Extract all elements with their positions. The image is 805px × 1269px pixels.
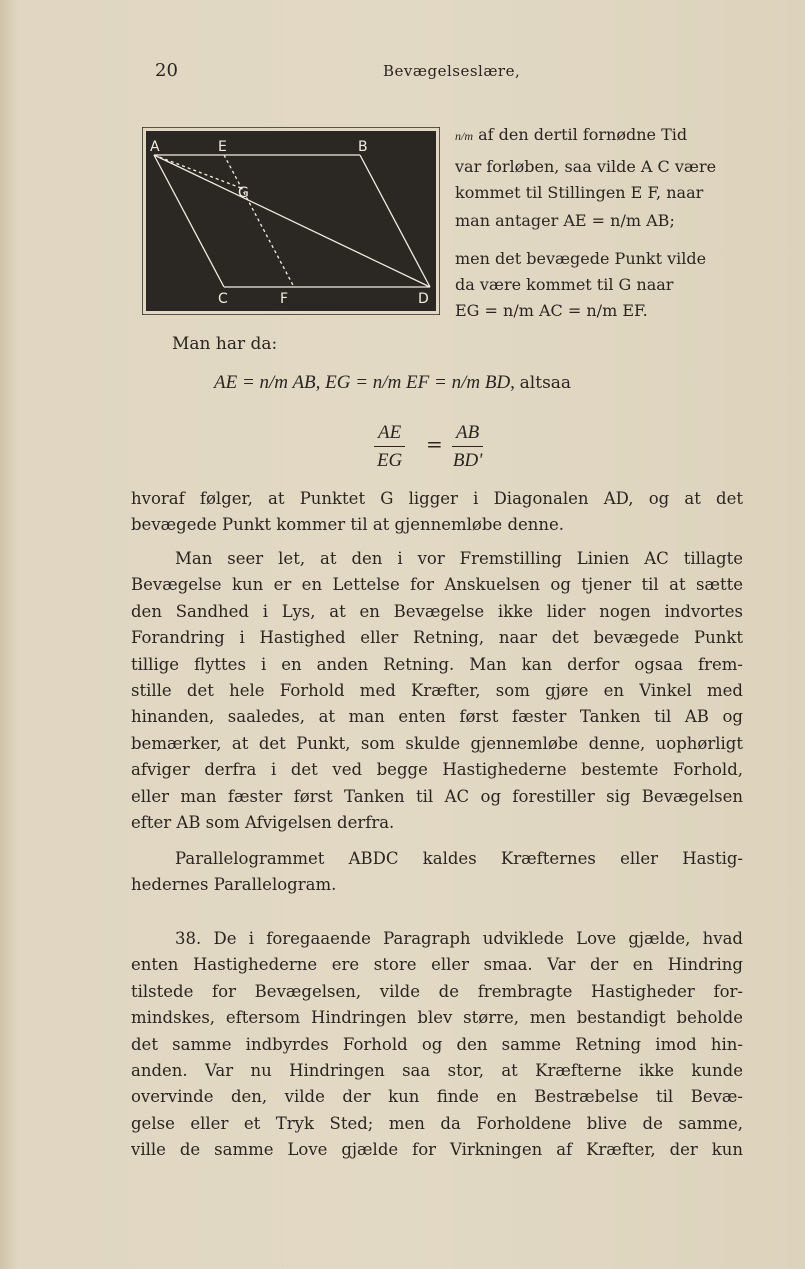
parallelogram-figure — [142, 127, 440, 315]
side-text-line-5: men det bevægede Punkt vilde — [455, 249, 707, 268]
paragraph-4 — [131, 926, 743, 1164]
fraction-ae-eg — [374, 422, 405, 472]
text-line: bevægede Punkt kommer til at gjennemløbe denne. — [131, 515, 565, 535]
page-number: 20 — [155, 60, 178, 81]
text-line: tilstede for Bevægelsen, vilde de frembragte Hastigheder for- — [131, 981, 743, 1001]
text-line: afviger derfra i det ved begge Hastighederne bestemte Forhold, — [131, 760, 743, 780]
paragraph-2 — [131, 546, 743, 836]
side-text-line-1: n/m af den dertil fornødne Tid — [455, 125, 688, 144]
label-g: G — [238, 185, 249, 201]
text-line: det samme indbyrdes Forhold og den samme Retning imod hin- — [131, 1034, 743, 1054]
label-a: A — [150, 139, 160, 155]
equation-line — [214, 372, 571, 394]
text-line: Parallelogrammet ABDC kaldes Kræfternes eller Hastig- — [175, 849, 743, 868]
paragraph-3 — [131, 846, 743, 899]
label-f: F — [280, 291, 289, 307]
text-line: bemærker, at det Punkt, som skulde gjennemløbe denne, uophørligt — [131, 733, 743, 753]
denominator-bd: BD' — [452, 450, 483, 471]
label-b: B — [358, 139, 368, 155]
text-line: enten Hastighederne ere store eller smaa. Var der en Hindring — [131, 955, 743, 975]
numerator-ae: AE — [374, 422, 405, 447]
man-har-da: Man har da: — [172, 334, 278, 354]
text-line: stille det hele Forhold med Kræfter, som gjøre en Vinkel med — [131, 680, 743, 700]
text-line: efter AB som Afvigelsen derfra. — [131, 812, 395, 832]
text-line: Bevægelse kun er en Lettelse for Anskuelsen og tjener til at sætte — [131, 575, 743, 595]
text-line: overvinde den, vilde der kun finde en Bestræbelse til Bevæ- — [131, 1087, 743, 1107]
side-text-line-2: var forløben, saa vilde A C være — [455, 157, 717, 176]
denominator-eg: EG — [376, 450, 403, 471]
label-e: E — [218, 139, 227, 155]
text-line: hvoraf følger, at Punktet G ligger i Diagonalen AD, og at det — [131, 489, 743, 508]
equation-tail: altsaa — [519, 373, 572, 393]
fraction-ab-bd — [452, 422, 483, 472]
side-text-line-6: da være kommet til G naar — [455, 275, 674, 294]
equation-main: AE = n/m AB, EG = n/m EF = n/m BD, — [214, 372, 515, 393]
text-line: Forandring i Hastighed eller Retning, naar det bevægede Punkt — [131, 628, 743, 648]
numerator-ab: AB — [452, 422, 483, 447]
text-line: anden. Var nu Hindringen saa stor, at Kræfterne ikke kunde — [131, 1060, 743, 1080]
side-text-line-7: EG = n/m AC = n/m EF. — [455, 301, 648, 320]
text-line: tillige flyttes i en anden Retning. Man kan derfor ogsaa frem- — [131, 654, 743, 674]
text-line: den Sandhed i Lys, at en Bevægelse ikke lider nogen indvortes — [131, 601, 743, 621]
running-title: Bevægelseslære, — [383, 62, 521, 80]
equals-sign: = — [426, 432, 443, 456]
side-text-line-3: kommet til Stillingen E F, naar — [455, 183, 704, 202]
text-line: Man seer let, at den i vor Fremstilling Linien AC tillagte — [175, 549, 743, 568]
fraction-n-over-m: n/m — [455, 129, 473, 143]
text-line: ville de samme Love gjælde for Virkningen af Kræfter, der kun — [131, 1140, 743, 1160]
text-line: gelse eller et Tryk Sted; men da Forholdene blive de samme, — [131, 1113, 743, 1133]
paragraph-1 — [131, 486, 743, 539]
label-d: D — [418, 291, 429, 307]
text-line: eller man fæster først Tanken til AC og forestiller sig Bevægelsen — [131, 786, 743, 806]
text-line: hinanden, saaledes, at man enten først fæster Tanken til AB og — [131, 707, 743, 727]
label-c: C — [218, 291, 228, 307]
text-line: hedernes Parallelogram. — [131, 875, 337, 895]
text-line: 38. De i foregaaende Paragraph udviklede Love gjælde, hvad — [175, 929, 743, 948]
text-line: mindskes, eftersom Hindringen blev større, men bestandigt beholde — [131, 1008, 743, 1028]
side-text-line-4: man antager AE = n/m AB; — [455, 211, 675, 230]
page-header — [155, 60, 715, 84]
